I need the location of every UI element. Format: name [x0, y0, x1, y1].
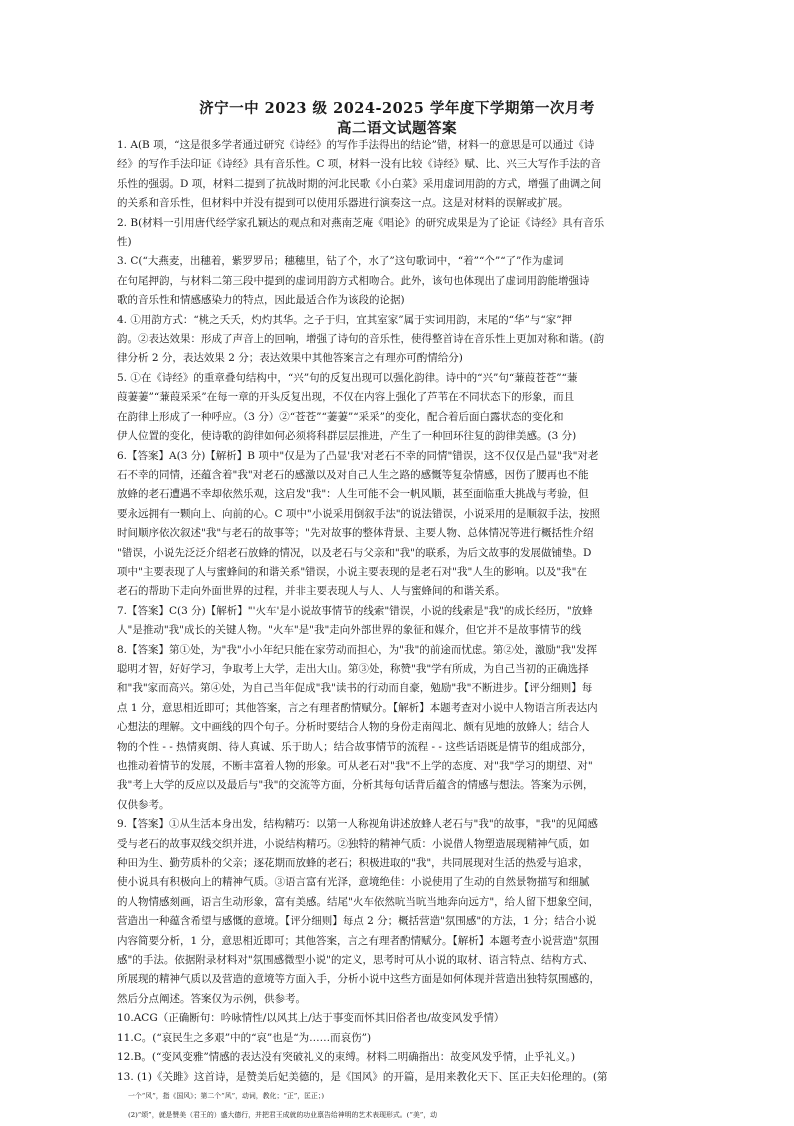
answer-line: 使小说具有积极向上的精神气质。③语言富有光泽，意境绝佳：小说使用了生动的自然景物描写和细腻: [117, 876, 590, 889]
answer-line: 的人物情感刻画，语言生动形象，富有美感。结尾"火车依然吭当吭当地奔向远方"，给人留下想象空间，: [117, 895, 600, 908]
answer-line: 13. (1)《关雎》这首诗，是赞美后妃美德的，是《国风》的开篇，是用来教化天下、匡正夫妇伦理的。(第: [117, 1070, 608, 1083]
answer-line: 在韵律上形成了一种呼应。（3 分）②“苍苍”“萋萋”“采采”的变化，配合着后面白露状态的变化和: [117, 410, 564, 423]
answer-item: [117, 1068, 689, 1126]
answer-line: 葭萋萋”“蒹葭采采”在每一章的开头反复出现，不仅在内容上强化了芦苇在不同状态下的形象，而且: [117, 391, 575, 404]
answer-line: 乐性的强弱。D 项，材料二提到了抗战时期的河北民歌《小白菜》采用虚词用韵的方式，增强了曲调之间: [117, 177, 602, 190]
answer-line: 经》的写作手法印证《诗经》具有音乐性。C 项，材料一没有比较《诗经》赋、比、兴三大写作手法的音: [117, 158, 601, 171]
answer-line: 9.【答案】①从生活本身出发，结构精巧：以第一人称视角讲述放蜂人老石与"我"的故事，"我"的见闻感: [117, 818, 598, 831]
answer-line: 石不幸的同情，还蕴含着"我"对老石的感激以及对自己人生之路的感慨等复杂情感，因伤了腰再也不能: [117, 468, 589, 481]
answer-line: 性): [117, 236, 132, 249]
answer-item: [117, 1029, 689, 1048]
answer-line: 感"的手法。依据附录材料对"氛围感微型小说"的定义，思考时可从小说的取材、语言特点、结构方式、: [117, 954, 594, 967]
answer-item: [117, 1048, 689, 1067]
answer-line: 伊人位置的变化，使诗歌的韵律如何必须将科群层层推进，产生了一种回环往复的韵律美感。(3 分): [117, 430, 577, 443]
answer-item: [117, 641, 689, 816]
answer-line: 放蜂的老石遭遇不幸却依然乐观，这启发"我"：人生可能不会一帆风顺，甚至面临重大挑战与考验，但: [117, 488, 589, 501]
answer-line: 韵。②表达效果：形成了声音上的回响，增强了诗句的音乐性，使得整首诗在音乐性上更加对称和谐。(韵: [117, 333, 605, 346]
answer-line: 仅供参考。: [117, 798, 170, 811]
answer-line: 人"是推动"我"成长的关键人物。"火车"是"我"走向外部世界的象征和媒介，但它并不是故事情节的线: [117, 624, 582, 637]
answer-line: 物的个性 - - 热情爽朗、待人真诚、乐于助人；结合故事情节的流程 - - 这些话语既是情节的组成部分，: [117, 740, 593, 753]
answer-line: 11.C。(“哀民生之多艰”中的“哀”也是“为……而哀伤”): [117, 1031, 372, 1044]
answer-item: [117, 311, 689, 369]
answer-line: 然后分点阐述。答案仅为示例，供参考。: [117, 992, 306, 1005]
answer-line: 要永远拥有一颗向上、向前的心。C 项中"小说采用倒叙手法"的说法错误，小说采用的是顺叙手法，按照: [117, 507, 601, 520]
answer-item: [117, 815, 689, 1009]
answer-line: 8.【答案】第①处，为"我"小小年纪只能在家劳动而担心，为"我"的前途而忧虑。第②处，激励"我"发挥: [117, 643, 597, 656]
answer-line: (2)“颂”，就是赞美（君王的）盛大德行，并把君王成就的功业禀告给神明的艺术表现形式。(“美”，动: [128, 1111, 438, 1120]
answer-line: 律分析 2 分，表达效果 2 分；表达效果中其他答案言之有理亦可酌情给分): [117, 352, 463, 365]
answer-line: 心想法的理解。文中画线的四个句子。分析时要结合人物的身份走南闯北、颇有见地的放蜂人；结合人: [117, 721, 590, 734]
answer-line: 的关系和音乐性，但材料中并没有提到可以使用乐器进行演奏这一点。这是对材料的误解或扩展。: [117, 197, 569, 210]
answer-line: 内容简要分析，1 分，意思相近即可；其他答案，言之有理者酌情赋分。【解析】本题考查小说营造"氛围: [117, 934, 600, 947]
answer-item: [117, 1009, 689, 1028]
answer-line: 受与老石的故事双线交织并进，小说结构精巧。②独特的精神气质：小说借人物塑造展现精神气质，如: [117, 837, 590, 850]
answer-line: 10.ACG（正确断句：吟咏情性/以风其上/达于事变而怀其旧俗者也/故变风发乎情）: [117, 1012, 505, 1025]
answer-line: 在句尾押韵，与材料二第三段中提到的虚词用韵方式相吻合。此外，该句也体现出了虚词用韵能增强诗: [117, 274, 590, 287]
answer-line: 1. A(B 项，“这是很多学者通过研究《诗经》的写作手法得出的结论”错，材料一的意思是可以通过《诗: [117, 139, 595, 151]
answer-item: [117, 602, 689, 641]
answer-item: [117, 136, 689, 214]
answer-line: 老石的帮助下走向外面世界的过程，并非主要表现人与人、人与蜜蜂间的和谐关系。: [117, 585, 506, 598]
answer-line: 点 1 分，意思相近即可；其他答案，言之有理者酌情赋分。【解析】本题考查对小说中人物语言所表达内: [117, 701, 598, 714]
answer-line: 2. B(材料一引用唐代经学家孔颖达的观点和对燕南芝庵《唱论》的研究成果是为了论证《诗经》具有音乐: [117, 216, 605, 229]
answer-item: [117, 447, 689, 602]
answer-line: 3. C(“大燕麦，出穗着，紫罗罗吊；穗穗里，钻了个，水了”这句歌词中，“着”“个”“了”作为虚词: [117, 255, 564, 268]
answer-line: 歌的音乐性和情感感染力的特点，因此最适合作为该段的论据): [117, 294, 405, 307]
answer-line: 一个“风”，指《国风》；第二个“风”，动词，教化；“正”，匡正；): [128, 1091, 325, 1100]
answer-item: [117, 252, 689, 310]
answer-line: 7.【答案】C(3 分)【解析】"'火车'是小说故事情节的线索"错误，小说的线索是"我"的成长经历，"放蜂: [117, 604, 593, 617]
answer-line: 聪明才智，好好学习，争取考上大学，走出大山。第③处，称赞"我"学有所成，为自己当初的正确选择: [117, 662, 589, 675]
answer-item: [117, 214, 689, 253]
answer-line: 我"考上大学的反应以及最后与"我"的交流等方面，分析其每句话背后蕴含的情感与想法。答案为示例，: [117, 779, 594, 792]
answer-line: 种田为生、勤劳质朴的父亲；逐花期而放蜂的老石；积极进取的"我"，共同展现对生活的热爱与追求，: [117, 857, 589, 870]
answer-item: [117, 369, 689, 447]
answer-line: 也推动着情节的发展，不断丰富着人物的形象。可从老石对"我"不上学的态度、对"我"学习的期望、对": [117, 760, 593, 772]
answer-line: 4. ①用韵方式：“桃之夭夭，灼灼其华。之子于归，宜其室家”属于实词用韵，末尾的“华”与“家”押: [117, 313, 573, 326]
answer-line: 5. ①在《诗经》的重章叠句结构中，“兴”句的反复出现可以强化韵律。诗中的“兴”句“蒹葭苍苍”“蒹: [117, 371, 578, 384]
answer-line: 12.B。(“变风变雅”情感的表达没有突破礼义的束缚。材料二明确指出：故变风发乎情，止乎礼义。): [117, 1051, 576, 1064]
answer-line: 所展现的精神气质以及营造的意境等方面入手，分析小说中这些方面是如何体现并营造出独特氛围感的，: [117, 973, 600, 986]
answer-line: 营造出一种蕴含希望与感慨的意境。【评分细则】每点 2 分；概括营造"氛围感"的方法，1 分；结合小说: [117, 915, 597, 928]
answer-line: "错误，小说先泛泛介绍老石放蜂的情况，以及老石与父亲和"我"的联系，为后文故事的发展做铺垫。D: [117, 546, 592, 559]
answer-line: 时间顺序依次叙述"我"与老石的故事等；"先对故事的整体背景、主要人物、总体情况等进行概括性介绍: [117, 527, 594, 540]
answer-line: 6.【答案】A(3 分)【解析】B 项中"仅是为了凸显'我'对老石不幸的同情"错误，这不仅仅是凸显"我"对老: [117, 449, 599, 462]
document-subtitle: 高二语文试题答案: [337, 120, 457, 137]
answer-line: 和"我"家而高兴。第④处，为自己当年促成"我"读书的行动而自豪，勉励"我"不断进步。【评分细则】每: [117, 682, 593, 695]
answer-list: [117, 136, 689, 1126]
document-title: 济宁一中 2023 级 2024-2025 学年度下学期第一次月考: [199, 100, 595, 117]
answer-line: 项中"主要表现了人与蜜蜂间的和谐关系"错误，小说主要表现的是老石对"我"人生的影响。以及"我"在: [117, 565, 587, 578]
